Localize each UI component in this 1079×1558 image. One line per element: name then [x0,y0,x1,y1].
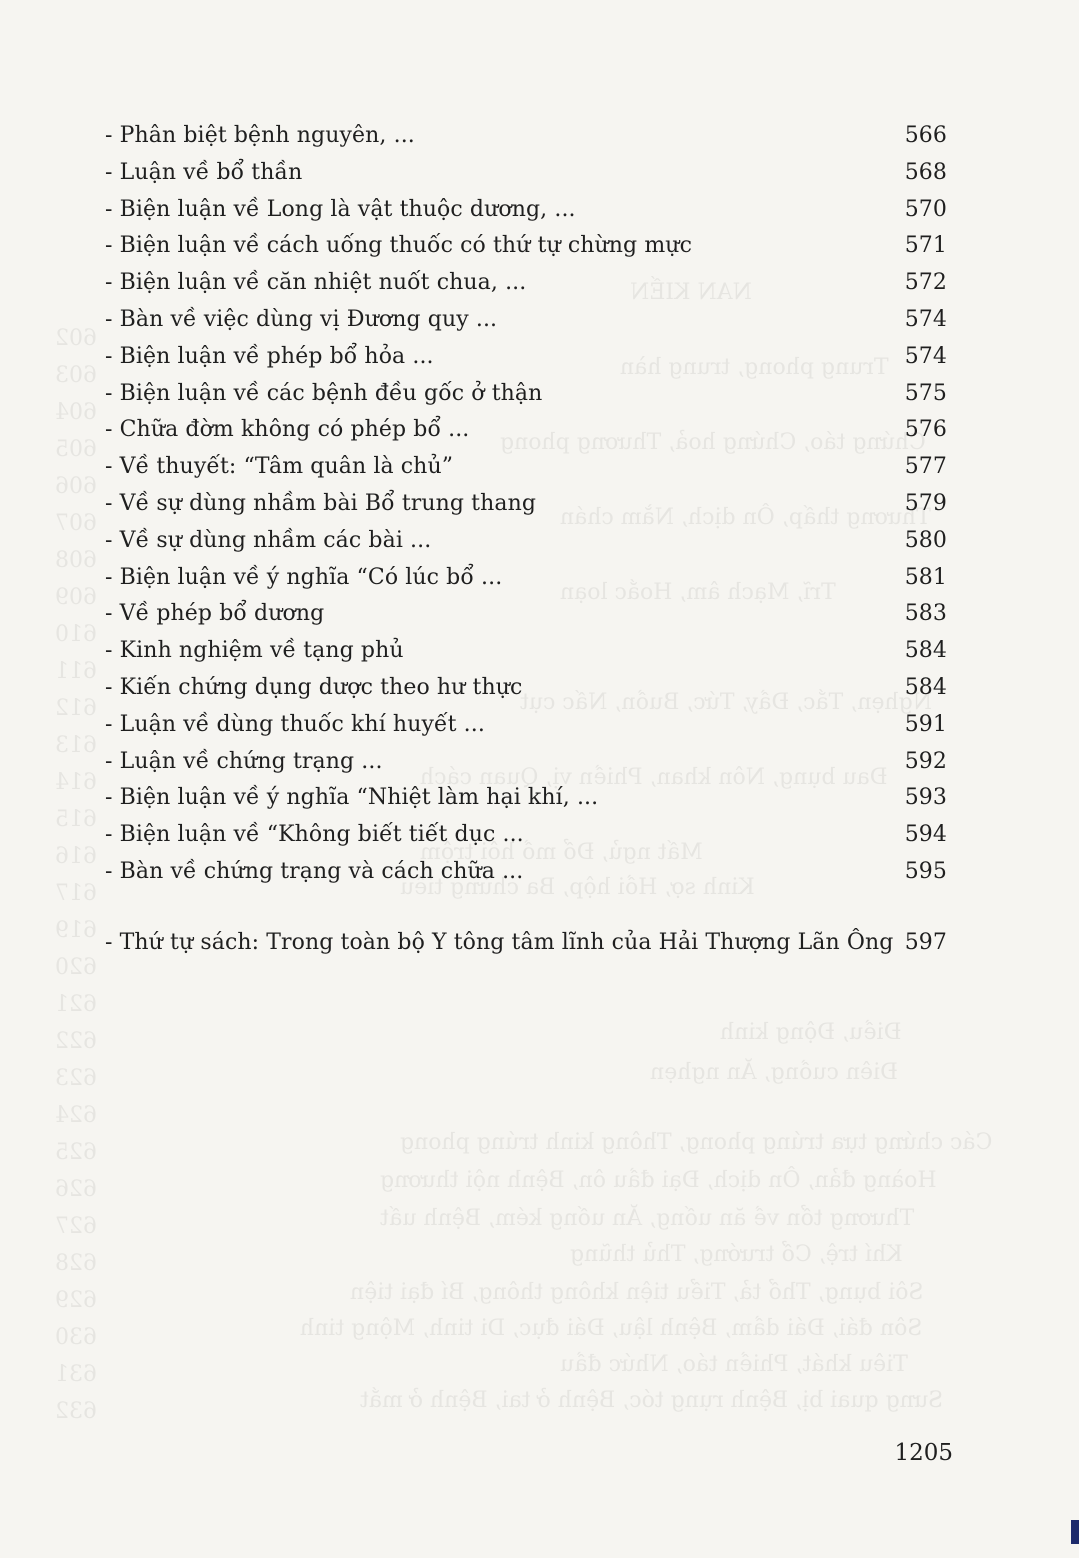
toc-entry-page: 584 [904,674,947,700]
toc-entry-title: - Biện luận về ý nghĩa “Có lúc bổ ... [105,564,503,590]
show-through-text: Sôn đái, Đái dầm, Bệnh lậu, Đái đục, Di tinh, Mộng tinh [300,1316,923,1341]
toc-entry [105,560,955,597]
show-through-text: Thương tổn về ăn uống, Ăn uống kém, Bệnh uất [380,1206,915,1231]
toc-entry-title: - Biện luận về Long là vật thuộc dương, ... [105,196,576,222]
toc-entry [105,523,955,560]
toc-entry-title: - Kinh nghiệm về tạng phủ [105,638,404,664]
toc-entry [105,780,955,817]
toc-entry [105,670,955,707]
toc-entry [105,817,955,854]
show-through-text: Các chứng tựa trúng phong, Thông kinh trúng phong [400,1130,993,1155]
toc-entry-page: 568 [904,159,947,185]
toc-entry-page: 592 [904,748,947,774]
show-through-text: Nghẹn, Tắc, Đầy, Tức, Buồn, Nấc cụt [520,690,932,715]
page-number: 1205 [894,1440,953,1466]
toc-entry-page: 574 [904,306,947,332]
toc-entry-title: - Luận về bổ thần [105,159,303,185]
toc-entry-page: 572 [904,270,947,296]
show-through-text: Tiêu khát, Phiền táo, Nhức đầu [560,1352,908,1377]
toc-entry [105,339,955,376]
toc-entry-page: 566 [904,123,947,148]
show-through-text: Điên cuồng, Ăn nghẹn [650,1060,898,1085]
toc-entry [105,707,955,744]
toc-entry-page: 584 [904,638,947,664]
toc-entry [105,228,955,265]
toc-entry [105,376,955,413]
table-of-contents [105,118,955,962]
show-through-text: NAN KIẾN [630,280,752,305]
show-through-text: Trung phong, trung hàn [620,355,889,380]
toc-entry-page: 597 [904,929,947,955]
toc-entry-title: - Chữa đờm không có phép bổ ... [105,417,470,443]
show-through-text: Điều, Động kinh [720,1020,902,1045]
toc-entry-title: - Về sự dùng nhầm bài Bổ trung thang [105,490,537,516]
toc-entry-title: - Biện luận về căn nhiệt nuốt chua, ... [105,270,527,296]
show-through-text: Chứng táo, Chứng hoả, Thương phong [500,430,926,455]
toc-entry-title: - Biện luận về cách uống thuốc có thứ tự chừng mực [105,233,692,259]
toc-entry-title: - Bàn về việc dùng vị Đương quy ... [105,306,498,332]
show-through-text: Kinh sợ, Hồi hộp, Ba chứng tiêu [400,875,755,900]
toc-entry-page: 571 [904,233,947,259]
toc-entry-title: - Về phép bổ dương [105,601,325,627]
toc-entry-page: 570 [904,196,947,222]
toc-entry-title: - Về sự dùng nhầm các bài ... [105,527,432,553]
toc-entry-title: - Biện luận về phép bổ hỏa ... [105,343,434,369]
show-through-text: Mất ngủ, Đổ mồ hôi trộm [420,840,703,865]
toc-entry [105,633,955,670]
show-through-text: Hoàng đản, Ôn dịch, Đại đầu ôn, Bệnh nội thương [380,1168,937,1193]
toc-entry [105,486,955,523]
show-through-text: Thương thấp, Ôn dịch, Nằm chán [560,505,931,530]
toc-entry-page: 575 [904,380,947,406]
toc-entry [105,744,955,781]
toc-entry-title: - Biện luận về “Không biết tiết dục ... [105,822,524,848]
toc-entry-title: - Biện luận về các bệnh đều gốc ở thận [105,380,543,406]
show-through-numbers: 602 603 604 605 606 607 608 609 610 611 612 613 614 615 616 617 619 620 621 622 623 624 625 626 627 628 629 630 631 632 [55,326,97,1424]
toc-entry-title: - Luận về dùng thuốc khí huyết ... [105,711,485,737]
toc-entry-page: 579 [904,490,947,516]
toc-entry-title: - Thứ tự sách: Trong toàn bộ Y tông tâm lĩnh của Hải Thượng Lãn Ông [105,929,894,955]
show-through-text: Trĩ, Mạch âm, Hoắc loạn [560,580,836,605]
toc-entry-page: 594 [904,822,947,848]
show-through-text: Sưng quai bị, Bệnh rụng tóc, Bệnh ở tai, Bệnh ở mắt [360,1388,944,1413]
toc-entry [105,192,955,229]
toc-entry [105,265,955,302]
toc-entry-page: 581 [904,564,947,590]
toc-entry-title: - Kiến chứng dụng dược theo hư thực [105,674,523,700]
show-through-text: Sôi bụng, Thổ tả, Tiểu tiện không thông, Bí đại tiện [350,1280,924,1305]
toc-entry [105,155,955,192]
toc-entry-page: 593 [904,785,947,811]
toc-entry-page: 583 [904,601,947,627]
toc-entry-page: 577 [904,454,947,480]
show-through-text: Đau bụng, Nôn khan, Phiền vị, Quan cách [420,765,888,790]
toc-entry [105,925,955,962]
toc-entry-page: 576 [904,417,947,443]
toc-entry [105,596,955,633]
toc-entry-title: - Luận về chứng trạng ... [105,748,383,774]
toc-entry-title: - Biện luận về ý nghĩa “Nhiệt làm hại khí, ... [105,785,599,811]
toc-entry-page: 595 [904,858,947,884]
show-through-text: Khí trệ, Cổ trướng, Thủ thũng [570,1242,903,1267]
toc-entry-page: 591 [904,711,947,737]
toc-entry-title: - Về thuyết: “Tâm quân là chủ” [105,454,454,480]
toc-entry [105,449,955,486]
toc-entry [105,854,955,891]
binding-edge-mark [1071,1520,1079,1544]
toc-entry-title: - Phân biệt bệnh nguyên, ... [105,123,415,148]
toc-entry-page: 580 [904,527,947,553]
toc-entry [105,118,955,155]
toc-entry [105,302,955,339]
toc-entry-page: 574 [904,343,947,369]
toc-entry-title: - Bàn về chứng trạng và cách chữa ... [105,858,524,884]
toc-entry [105,412,955,449]
